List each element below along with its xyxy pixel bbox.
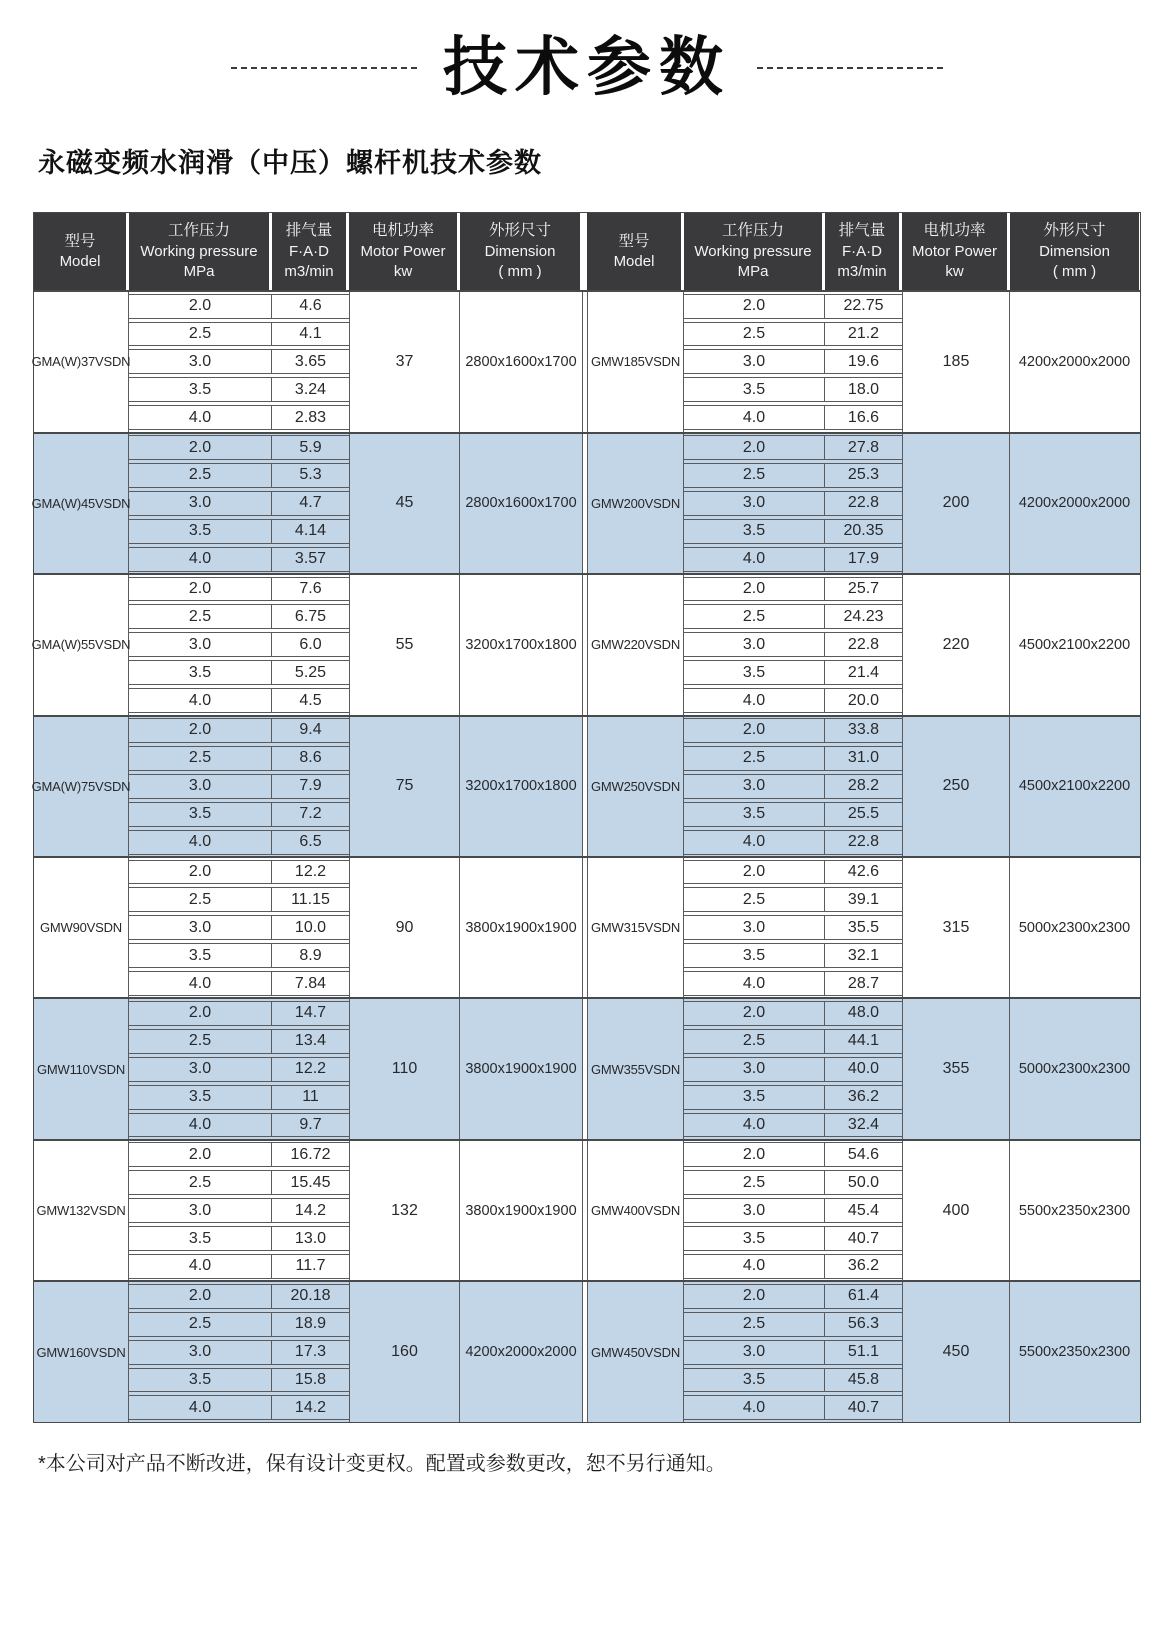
pressure-cell: 3.5 [684, 377, 825, 402]
dimension-cell: 5000x2300x2300 [1018, 919, 1131, 936]
fad-cell: 4.6 [272, 294, 349, 319]
fad-cell: 4.7 [272, 491, 349, 516]
power-cell: 37 [349, 292, 460, 431]
pressure-cell: 3.0 [684, 349, 825, 374]
fad-cell: 61.4 [825, 1284, 902, 1309]
pressure-cell: 3.5 [684, 660, 825, 685]
header-model-en: Model [59, 253, 101, 271]
pressure-cell: 4.0 [684, 1395, 825, 1420]
fad-cell: 15.45 [272, 1170, 349, 1195]
pressure-cell: 4.0 [129, 1254, 272, 1279]
fad-cell: 21.4 [825, 660, 902, 685]
power-cell: 250 [902, 717, 1010, 856]
pressure-cell: 3.0 [129, 1057, 272, 1082]
fad-cell: 20.35 [825, 519, 902, 544]
pressure-cell: 4.0 [684, 971, 825, 996]
fad-cell: 40.7 [825, 1226, 902, 1251]
pressure-cell: 2.0 [684, 1142, 825, 1167]
pressure-cell: 4.0 [129, 971, 272, 996]
pressure-cell: 2.0 [684, 577, 825, 602]
pressure-cell: 2.0 [129, 1142, 272, 1167]
fad-cell: 25.5 [825, 802, 902, 827]
fad-cell: 5.25 [272, 660, 349, 685]
fad-cell: 3.24 [272, 377, 349, 402]
pressure-cell: 3.0 [684, 1057, 825, 1082]
pressure-cell: 3.5 [129, 943, 272, 968]
fad-cell: 16.6 [825, 405, 902, 430]
fad-cell: 20.0 [825, 688, 902, 713]
pressure-cell: 4.0 [684, 405, 825, 430]
model-cell: GMW110VSDN [34, 999, 129, 1138]
pressure-cell: 2.5 [684, 1170, 825, 1195]
fad-cell: 11.15 [272, 887, 349, 912]
fad-cell: 11 [272, 1085, 349, 1110]
pressure-cell: 2.5 [129, 1029, 272, 1054]
power-cell: 160 [349, 1282, 460, 1421]
fad-cell: 28.7 [825, 971, 902, 996]
table-subtitle: 永磁变频水润滑（中压）螺杆机技术参数 [38, 148, 542, 179]
fad-cell: 56.3 [825, 1312, 902, 1337]
power-cell: 220 [902, 575, 1010, 714]
dimension-cell: 3200x1700x1800 [460, 575, 583, 714]
header-pressure-unit: MPa [183, 263, 215, 281]
pressure-cell: 2.0 [129, 294, 272, 319]
spec-table [33, 212, 1141, 1423]
pressure-cell: 2.0 [684, 1001, 825, 1026]
fad-cell: 6.75 [272, 604, 349, 629]
fad-cell: 40.7 [825, 1395, 902, 1420]
pressure-cell: 3.0 [129, 349, 272, 374]
title-dash-right [757, 67, 943, 69]
power-cell: 55 [349, 575, 460, 714]
pressure-cell: 3.0 [129, 1198, 272, 1223]
model-cell: GMW355VSDN [587, 999, 684, 1138]
pressure-cell: 3.5 [129, 1085, 272, 1110]
power-cell: 75 [349, 717, 460, 856]
fad-cell: 20.18 [272, 1284, 349, 1309]
pressure-cell: 3.5 [129, 802, 272, 827]
fad-cell: 39.1 [825, 887, 902, 912]
header-power-right [902, 213, 1010, 290]
pressure-cell: 4.0 [129, 547, 272, 572]
fad-cell: 27.8 [825, 435, 902, 460]
pressure-cell: 2.5 [129, 746, 272, 771]
pressure-cell: 2.5 [129, 1170, 272, 1195]
dimension-cell: 4200x2000x2000 [1018, 353, 1131, 370]
pressure-cell: 3.5 [129, 519, 272, 544]
header-dim-zh: 外形尺寸 [488, 222, 551, 240]
table-band [34, 1280, 1140, 1421]
pressure-cell: 3.0 [129, 1340, 272, 1365]
pressure-cell: 2.5 [684, 1029, 825, 1054]
header-pressure-en: Working pressure [140, 242, 258, 260]
pressure-cell: 3.5 [684, 943, 825, 968]
pressure-cell: 2.5 [684, 746, 825, 771]
fad-cell: 45.8 [825, 1368, 902, 1393]
fad-cell: 22.8 [825, 491, 902, 516]
fad-cell: 2.83 [272, 405, 349, 430]
fad-cell: 25.3 [825, 463, 902, 488]
dimension-cell: 3800x1900x1900 [460, 1141, 583, 1280]
fad-cell: 24.23 [825, 604, 902, 629]
fad-cell: 36.2 [825, 1085, 902, 1110]
fad-cell: 8.6 [272, 746, 349, 771]
header-dim-unit: ( mm ) [498, 263, 542, 281]
pressure-cell: 2.5 [129, 463, 272, 488]
fad-cell: 18.9 [272, 1312, 349, 1337]
table-band [31, 715, 1140, 856]
pressure-cell: 2.0 [684, 1284, 825, 1309]
fad-cell: 54.6 [825, 1142, 902, 1167]
power-cell: 315 [902, 858, 1010, 997]
header-fad-en: F·A·D [289, 242, 329, 260]
model-cell: GMW450VSDN [587, 1282, 684, 1421]
title-dash-left [231, 67, 417, 69]
pressure-cell: 4.0 [129, 1395, 272, 1420]
header-fad-en: F·A·D [842, 242, 882, 260]
header-fad-unit: m3/min [284, 263, 334, 281]
fad-cell: 16.72 [272, 1142, 349, 1167]
pressure-cell: 2.5 [684, 463, 825, 488]
fad-cell: 12.2 [272, 1057, 349, 1082]
pressure-cell: 3.0 [684, 491, 825, 516]
disclaimer-footnote: *本公司对产品不断改进，保有设计变更权。配置或参数更改，恕不另行通知。 [38, 1452, 726, 1475]
fad-cell: 10.0 [272, 915, 349, 940]
pressure-cell: 3.5 [684, 519, 825, 544]
pressure-cell: 2.5 [129, 322, 272, 347]
power-cell: 110 [349, 999, 460, 1138]
fad-cell: 33.8 [825, 718, 902, 743]
model-cell: GMW200VSDN [587, 434, 684, 573]
fad-cell: 40.0 [825, 1057, 902, 1082]
fad-cell: 13.0 [272, 1226, 349, 1251]
pressure-cell: 2.5 [684, 604, 825, 629]
fad-cell: 22.8 [825, 830, 902, 855]
pressure-cell: 3.5 [129, 1368, 272, 1393]
pressure-cell: 3.0 [684, 632, 825, 657]
pressure-cell: 4.0 [684, 1254, 825, 1279]
page-title-row [33, 26, 1141, 109]
pressure-cell: 4.0 [129, 405, 272, 430]
fad-cell: 36.2 [825, 1254, 902, 1279]
pressure-cell: 3.0 [129, 774, 272, 799]
pressure-cell: 3.5 [129, 377, 272, 402]
power-cell: 400 [902, 1141, 1010, 1280]
fad-cell: 4.14 [272, 519, 349, 544]
header-power-unit: kw [945, 263, 964, 281]
header-fad-unit: m3/min [837, 263, 887, 281]
header-dim-zh: 外形尺寸 [1043, 222, 1106, 240]
pressure-cell: 3.0 [684, 1198, 825, 1223]
pressure-cell: 3.5 [129, 1226, 272, 1251]
dimension-cell: 4200x2000x2000 [1018, 495, 1131, 512]
model-cell: GMW400VSDN [587, 1141, 684, 1280]
power-cell: 200 [902, 434, 1010, 573]
model-cell: GMA(W)75VSDN [34, 717, 129, 856]
fad-cell: 14.2 [272, 1198, 349, 1223]
header-model-zh: 型号 [618, 232, 650, 250]
header-dim-unit: ( mm ) [1052, 263, 1097, 281]
power-cell: 355 [902, 999, 1010, 1138]
pressure-cell: 2.5 [129, 604, 272, 629]
header-power-left [349, 213, 460, 290]
model-cell: GMA(W)55VSDN [34, 575, 129, 714]
header-pressure-left [129, 213, 272, 290]
pressure-cell: 2.0 [129, 577, 272, 602]
pressure-cell: 2.0 [129, 1284, 272, 1309]
pressure-cell: 3.0 [684, 774, 825, 799]
pressure-cell: 2.5 [684, 1312, 825, 1337]
dimension-cell: 3800x1900x1900 [460, 858, 583, 997]
pressure-cell: 3.5 [684, 802, 825, 827]
pressure-cell: 2.0 [129, 860, 272, 885]
pressure-cell: 4.0 [129, 1113, 272, 1138]
fad-cell: 22.8 [825, 632, 902, 657]
header-fad-right [825, 213, 902, 290]
header-fad-left [272, 213, 349, 290]
fad-cell: 7.84 [272, 971, 349, 996]
pressure-cell: 2.0 [684, 435, 825, 460]
pressure-cell: 2.0 [129, 1001, 272, 1026]
page-title: 技术参数 [443, 31, 731, 103]
fad-cell: 9.7 [272, 1113, 349, 1138]
model-cell: GMW160VSDN [34, 1282, 129, 1421]
pressure-cell: 3.5 [684, 1368, 825, 1393]
fad-cell: 5.3 [272, 463, 349, 488]
header-model-en: Model [613, 253, 655, 271]
dimension-cell: 2800x1600x1700 [460, 434, 583, 573]
pressure-cell: 2.0 [684, 718, 825, 743]
power-cell: 132 [349, 1141, 460, 1280]
fad-cell: 15.8 [272, 1368, 349, 1393]
fad-cell: 32.1 [825, 943, 902, 968]
pressure-cell: 2.5 [129, 1312, 272, 1337]
fad-cell: 51.1 [825, 1340, 902, 1365]
pressure-cell: 3.0 [684, 1340, 825, 1365]
pressure-cell: 4.0 [684, 688, 825, 713]
fad-cell: 5.9 [272, 435, 349, 460]
fad-cell: 7.9 [272, 774, 349, 799]
pressure-cell: 3.5 [684, 1085, 825, 1110]
fad-cell: 6.5 [272, 830, 349, 855]
fad-cell: 6.0 [272, 632, 349, 657]
table-band [31, 573, 1140, 714]
pressure-cell: 2.0 [129, 435, 272, 460]
fad-cell: 9.4 [272, 718, 349, 743]
dimension-cell: 4200x2000x2000 [460, 1282, 583, 1421]
fad-cell: 7.6 [272, 577, 349, 602]
pressure-cell: 3.5 [684, 1226, 825, 1251]
pressure-cell: 4.0 [684, 830, 825, 855]
fad-cell: 42.6 [825, 860, 902, 885]
fad-cell: 28.2 [825, 774, 902, 799]
fad-cell: 7.2 [272, 802, 349, 827]
header-model-zh: 型号 [64, 232, 96, 250]
header-power-zh: 电机功率 [371, 222, 434, 240]
pressure-cell: 3.0 [129, 491, 272, 516]
dimension-cell: 4500x2100x2200 [1018, 636, 1131, 653]
fad-cell: 3.65 [272, 349, 349, 374]
dimension-cell: 4500x2100x2200 [1018, 778, 1131, 795]
table-band [31, 290, 1140, 431]
fad-cell: 18.0 [825, 377, 902, 402]
fad-cell: 31.0 [825, 746, 902, 771]
fad-cell: 35.5 [825, 915, 902, 940]
header-pressure-right [684, 213, 825, 290]
pressure-cell: 2.5 [129, 887, 272, 912]
header-model-left [34, 213, 129, 290]
pressure-cell: 2.0 [684, 860, 825, 885]
fad-cell: 22.75 [825, 294, 902, 319]
dimension-cell: 5500x2350x2300 [1018, 1202, 1131, 1219]
header-pressure-zh: 工作压力 [721, 222, 784, 240]
pressure-cell: 2.0 [129, 718, 272, 743]
fad-cell: 4.5 [272, 688, 349, 713]
header-power-en: Motor Power [911, 242, 998, 260]
model-cell: GMW220VSDN [587, 575, 684, 714]
model-cell: GMW250VSDN [587, 717, 684, 856]
pressure-cell: 3.0 [684, 915, 825, 940]
model-cell: GMW90VSDN [34, 858, 129, 997]
table-header-row [34, 213, 1140, 290]
pressure-cell: 2.0 [684, 294, 825, 319]
fad-cell: 25.7 [825, 577, 902, 602]
header-power-en: Motor Power [360, 242, 446, 260]
model-cell: GMW185VSDN [587, 292, 684, 431]
header-dimension-left [460, 213, 583, 290]
dimension-cell: 5000x2300x2300 [1018, 1061, 1131, 1078]
model-cell: GMA(W)45VSDN [34, 434, 129, 573]
table-band [34, 997, 1140, 1138]
fad-cell: 21.2 [825, 322, 902, 347]
power-cell: 45 [349, 434, 460, 573]
fad-cell: 14.2 [272, 1395, 349, 1420]
pressure-cell: 3.0 [129, 915, 272, 940]
fad-cell: 4.1 [272, 322, 349, 347]
header-dim-en: Dimension [1039, 242, 1110, 260]
fad-cell: 8.9 [272, 943, 349, 968]
table-band [34, 1139, 1140, 1280]
pressure-cell: 2.5 [684, 322, 825, 347]
fad-cell: 14.7 [272, 1001, 349, 1026]
header-pressure-unit: MPa [737, 263, 769, 281]
header-fad-zh: 排气量 [838, 222, 886, 240]
fad-cell: 13.4 [272, 1029, 349, 1054]
dimension-cell: 3800x1900x1900 [460, 999, 583, 1138]
header-dimension-right [1010, 213, 1139, 290]
fad-cell: 12.2 [272, 860, 349, 885]
dimension-cell: 2800x1600x1700 [460, 292, 583, 431]
header-dim-en: Dimension [484, 242, 556, 260]
header-power-zh: 电机功率 [923, 222, 986, 240]
pressure-cell: 2.5 [684, 887, 825, 912]
table-band [34, 856, 1140, 997]
pressure-cell: 4.0 [684, 1113, 825, 1138]
fad-cell: 45.4 [825, 1198, 902, 1223]
power-cell: 450 [902, 1282, 1010, 1421]
power-cell: 185 [902, 292, 1010, 431]
fad-cell: 3.57 [272, 547, 349, 572]
pressure-cell: 4.0 [129, 830, 272, 855]
header-fad-zh: 排气量 [285, 222, 333, 240]
header-pressure-en: Working pressure [694, 242, 812, 260]
pressure-cell: 4.0 [129, 688, 272, 713]
fad-cell: 17.3 [272, 1340, 349, 1365]
model-cell: GMW315VSDN [587, 858, 684, 997]
dimension-cell: 5500x2350x2300 [1018, 1344, 1131, 1361]
model-cell: GMA(W)37VSDN [34, 292, 129, 431]
pressure-cell: 3.0 [129, 632, 272, 657]
pressure-cell: 3.5 [129, 660, 272, 685]
fad-cell: 44.1 [825, 1029, 902, 1054]
fad-cell: 50.0 [825, 1170, 902, 1195]
fad-cell: 32.4 [825, 1113, 902, 1138]
pressure-cell: 4.0 [684, 547, 825, 572]
model-cell: GMW132VSDN [34, 1141, 129, 1280]
header-power-unit: kw [393, 263, 413, 281]
fad-cell: 11.7 [272, 1254, 349, 1279]
fad-cell: 19.6 [825, 349, 902, 374]
dimension-cell: 3200x1700x1800 [460, 717, 583, 856]
table-band [31, 432, 1140, 573]
fad-cell: 48.0 [825, 1001, 902, 1026]
power-cell: 90 [349, 858, 460, 997]
header-pressure-zh: 工作压力 [167, 222, 230, 240]
header-model-right [587, 213, 684, 290]
fad-cell: 17.9 [825, 547, 902, 572]
